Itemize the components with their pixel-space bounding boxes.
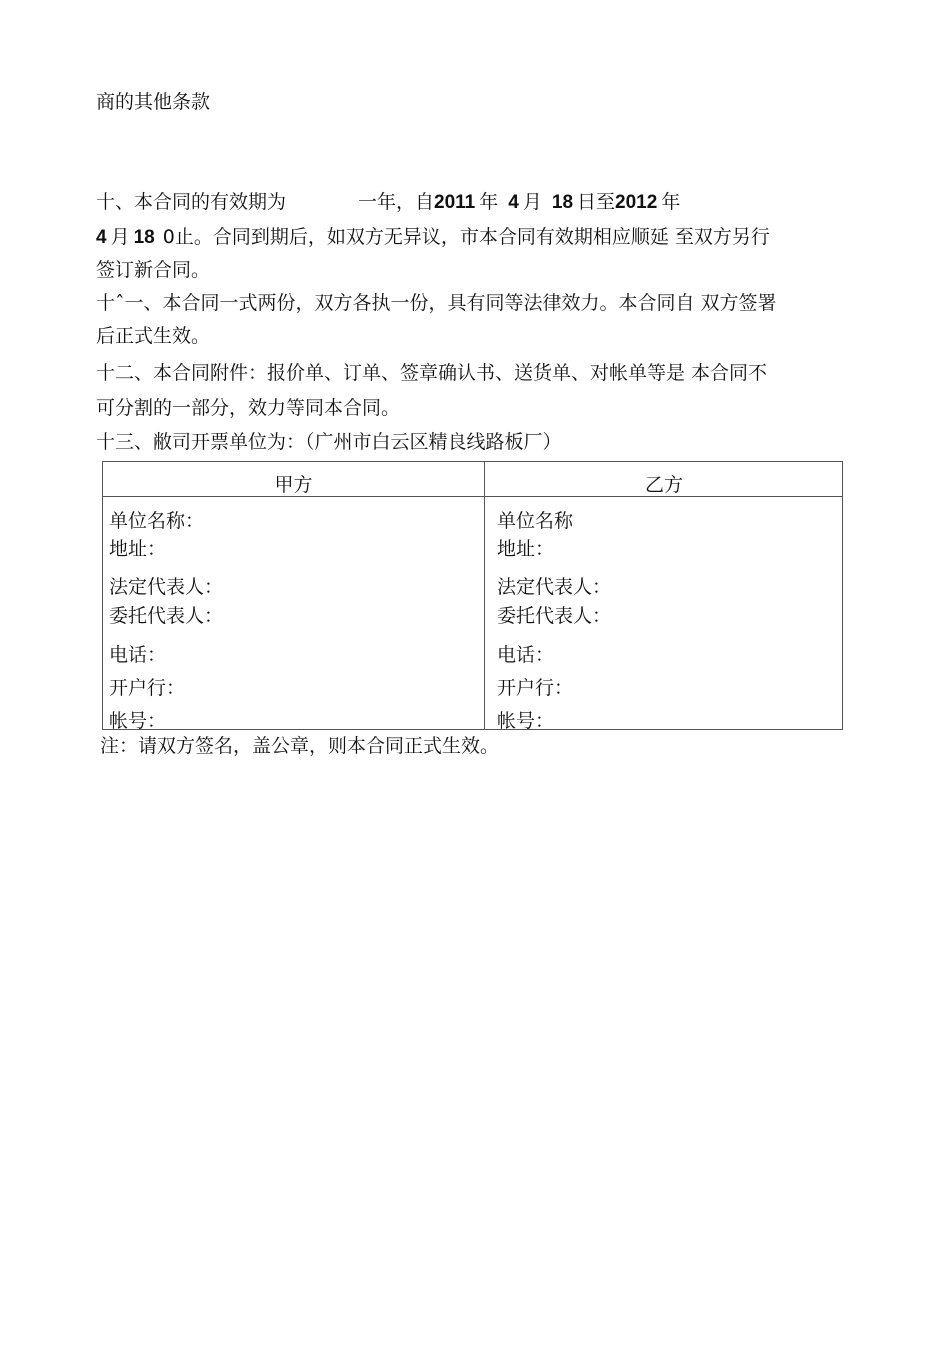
party-a-phone-label: 电话： <box>109 644 167 666</box>
party-a-address-label: 地址： <box>109 538 167 560</box>
clause-10-end-month: 4 <box>96 227 107 248</box>
clause-10-line-1 <box>96 193 680 212</box>
party-b-legal-rep-label: 法定代表人： <box>497 576 612 598</box>
clause-10-end-day: 18 <box>133 227 155 248</box>
month-unit-2: 月 <box>110 226 130 248</box>
table-header-divider <box>103 496 842 497</box>
party-a-account-label: 帐号： <box>109 710 167 732</box>
signature-table <box>102 461 843 730</box>
clause-10-start-year: 2011 <box>434 192 476 213</box>
clause-10-end-year: 2012 <box>615 192 658 213</box>
party-b-header: 乙方 <box>644 474 683 496</box>
month-unit: 月 <box>522 191 542 213</box>
signature-note: 注：请双方签名，盖公章，则本合同正式生效。 <box>100 735 500 757</box>
party-b-address-label: 地址： <box>497 538 555 560</box>
previous-clause-fragment: 商的其他条款 <box>96 91 211 113</box>
clause-10-line-3: 签订新合同。 <box>96 259 211 281</box>
party-a-name-label: 单位名称： <box>109 510 205 532</box>
clause-10-term: 一年，自 <box>358 191 435 213</box>
clause-12-line-2: 可分割的一部分，效力等同本合同。 <box>96 397 401 419</box>
year-unit: 年 <box>479 191 499 213</box>
party-a-header: 甲方 <box>274 474 313 496</box>
party-b-account-label: 帐号： <box>497 710 555 732</box>
party-b-phone-label: 电话： <box>497 644 555 666</box>
party-b-name-label: 单位名称 <box>497 510 574 532</box>
table-column-divider <box>484 462 485 729</box>
clause-11-line-1: 十ˆ一、本合同一式两份，双方各执一份，具有同等法律效力。本合同自 双方签署 <box>96 292 777 314</box>
clause-10-start-month: 4 <box>508 192 519 213</box>
party-a-bank-label: 开户行： <box>109 677 186 699</box>
party-a-agent-label: 委托代表人： <box>109 605 224 627</box>
party-b-bank-label: 开户行： <box>497 677 574 699</box>
clause-10-text: 十、本合同的有效期为 <box>96 191 287 213</box>
clause-10-renewal-text: 0止。合同到期后，如双方无异议，市本合同有效期相应顺延 至双方另行 <box>162 226 770 248</box>
clause-13-invoice-unit: 十三、敝司开票单位为：（广州市白云区精良线路板厂） <box>96 431 562 453</box>
clause-12-line-1: 十二、本合同附件：报价单、订单、签章确认书、送货单、对帐单等是 本合同不 <box>96 362 768 384</box>
party-a-legal-rep-label: 法定代表人： <box>109 576 224 598</box>
clause-11-line-2: 后正式生效。 <box>96 325 211 347</box>
day-to-unit: 日至 <box>577 191 616 213</box>
clause-10-line-2 <box>96 228 770 247</box>
year-unit-2: 年 <box>661 191 681 213</box>
party-b-agent-label: 委托代表人： <box>497 605 612 627</box>
clause-10-start-day: 18 <box>551 192 574 213</box>
